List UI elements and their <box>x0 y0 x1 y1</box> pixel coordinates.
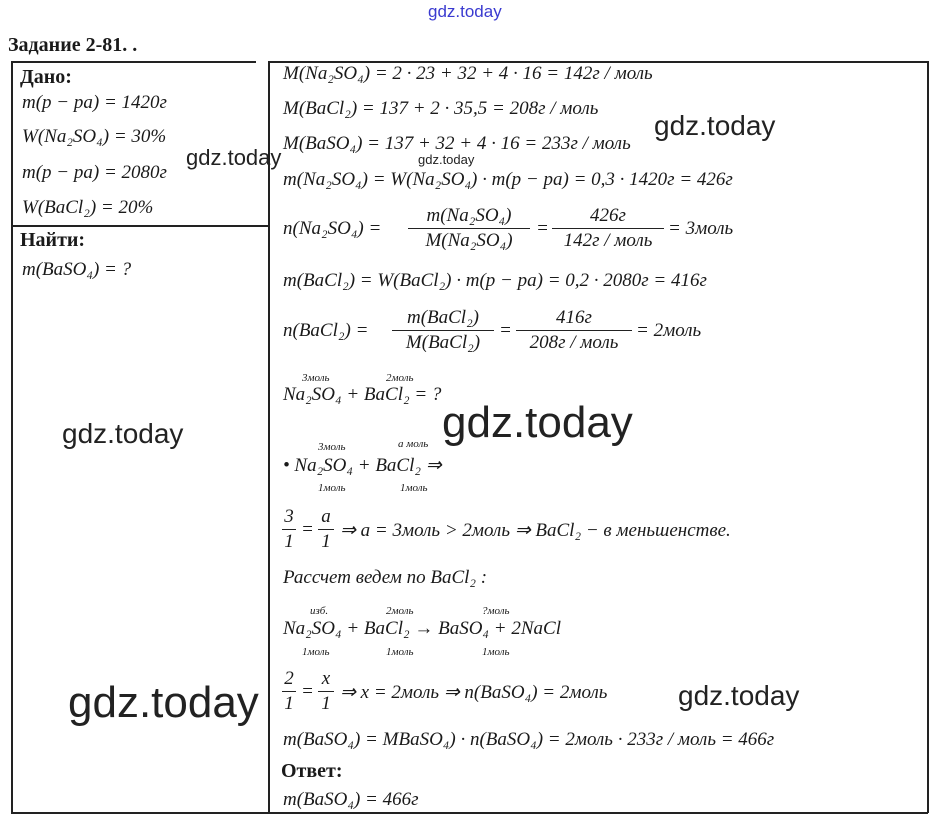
given-item: m(p − pa) = 2080г <box>22 162 167 183</box>
equals-sign: = <box>499 320 512 341</box>
above-label: a моль <box>398 438 429 450</box>
watermark: gdz.today <box>68 678 259 727</box>
solution-line: m(BaSO₄) = MBaSO₄) · n(BaSO₄) = 2моль · 233г / моль = 466г <box>283 729 775 750</box>
fraction <box>318 667 334 716</box>
fraction <box>318 505 334 554</box>
equals-sign: = <box>301 519 314 540</box>
denominator: M(BaCl₂) <box>392 330 494 355</box>
numerator: x <box>321 668 331 689</box>
proportion-rhs: ⇒ x = 2моль ⇒ n(BaSO₄) = 2моль <box>340 682 608 703</box>
equals-sign: = <box>536 218 549 239</box>
fraction-lhs: n(Na₂SO₄) = <box>283 218 382 239</box>
watermark: gdz.today <box>186 145 282 170</box>
solution-line: Рассчет ведем по BaCl₂ : <box>283 567 488 588</box>
numerator: 2 <box>284 668 294 689</box>
below-label: 1моль <box>318 482 346 494</box>
reaction-equation: • Na₂SO₄ + BaCl₂ ⇒ <box>283 455 442 476</box>
below-label: 1моль <box>482 646 510 658</box>
fraction-lhs: n(BaCl₂) = <box>283 320 369 341</box>
fraction <box>282 505 296 554</box>
solution-line: m(Na₂SO₄) = W(Na₂SO₄) · m(p − pa) = 0,3 · 1420г = 426г <box>283 169 733 190</box>
reaction-equation: Na₂SO₄ + BaCl₂ = ? <box>283 384 442 405</box>
find-item: m(BaSO₄) = ? <box>22 259 132 280</box>
numerator: a <box>321 506 331 527</box>
below-label: 1моль <box>386 646 414 658</box>
below-label: 1моль <box>302 646 330 658</box>
denominator: 208г / моль <box>516 330 632 355</box>
watermark: gdz.today <box>62 418 184 449</box>
numerator: m(Na₂SO₄) <box>426 205 512 226</box>
below-label: 1моль <box>400 482 428 494</box>
fraction-rhs: = 3моль <box>668 218 734 239</box>
reaction-equation: Na₂SO₄ + BaCl₂ → BaSO₄ + 2NaCl <box>283 618 561 639</box>
given-item: m(p − pa) = 1420г <box>22 92 167 113</box>
denominator: M(Na₂SO₄) <box>408 228 530 253</box>
solution-line: M(BaCl₂) = 137 + 2 · 35,5 = 208г / моль <box>283 98 599 119</box>
denominator: 142г / моль <box>552 228 664 253</box>
above-label: ?моль <box>482 605 510 617</box>
above-label: 2моль <box>386 605 414 617</box>
numerator: m(BaCl₂) <box>406 307 480 328</box>
watermark: gdz.today <box>678 680 800 711</box>
denominator: 1 <box>282 529 296 554</box>
above-label: 3моль <box>318 441 346 453</box>
numerator: 416г <box>556 307 592 328</box>
answer-value: m(BaSO₄) = 466г <box>283 789 419 810</box>
solution-line: m(BaCl₂) = W(BaCl₂) · m(p − pa) = 0,2 · 2080г = 416г <box>283 270 707 291</box>
numerator: 426г <box>590 205 626 226</box>
solution-line: M(BaSO₄) = 137 + 32 + 4 · 16 = 233г / моль <box>283 133 631 154</box>
find-heading: Найти: <box>20 229 86 251</box>
task-title: Задание 2-81. . <box>8 34 138 56</box>
denominator: 1 <box>282 691 296 716</box>
above-label: 3моль <box>302 372 330 384</box>
above-label: изб. <box>310 605 329 617</box>
denominator: 1 <box>318 529 334 554</box>
given-item: W(Na₂SO₄) = 30% <box>22 126 167 147</box>
fraction <box>552 204 664 253</box>
watermark: gdz.today <box>442 398 633 447</box>
proportion-rhs: ⇒ a = 3моль > 2моль ⇒ BaCl₂ − в меньшенстве. <box>340 520 731 541</box>
solution-line: M(Na₂SO₄) = 2 · 23 + 32 + 4 · 16 = 142г / моль <box>283 63 653 84</box>
fraction <box>282 667 296 716</box>
watermark: gdz.today <box>654 110 776 141</box>
fraction <box>516 306 632 355</box>
fraction-rhs: = 2моль <box>636 320 702 341</box>
fraction <box>392 306 494 355</box>
given-heading: Дано: <box>20 66 72 88</box>
fraction <box>408 204 530 253</box>
answer-heading: Ответ: <box>281 760 343 782</box>
watermark: gdz.today <box>418 152 475 167</box>
given-item: W(BaCl₂) = 20% <box>22 197 154 218</box>
top-watermark: gdz.today <box>428 2 502 21</box>
above-label: 2моль <box>386 372 414 384</box>
equals-sign: = <box>301 681 314 702</box>
denominator: 1 <box>318 691 334 716</box>
numerator: 3 <box>284 506 294 527</box>
